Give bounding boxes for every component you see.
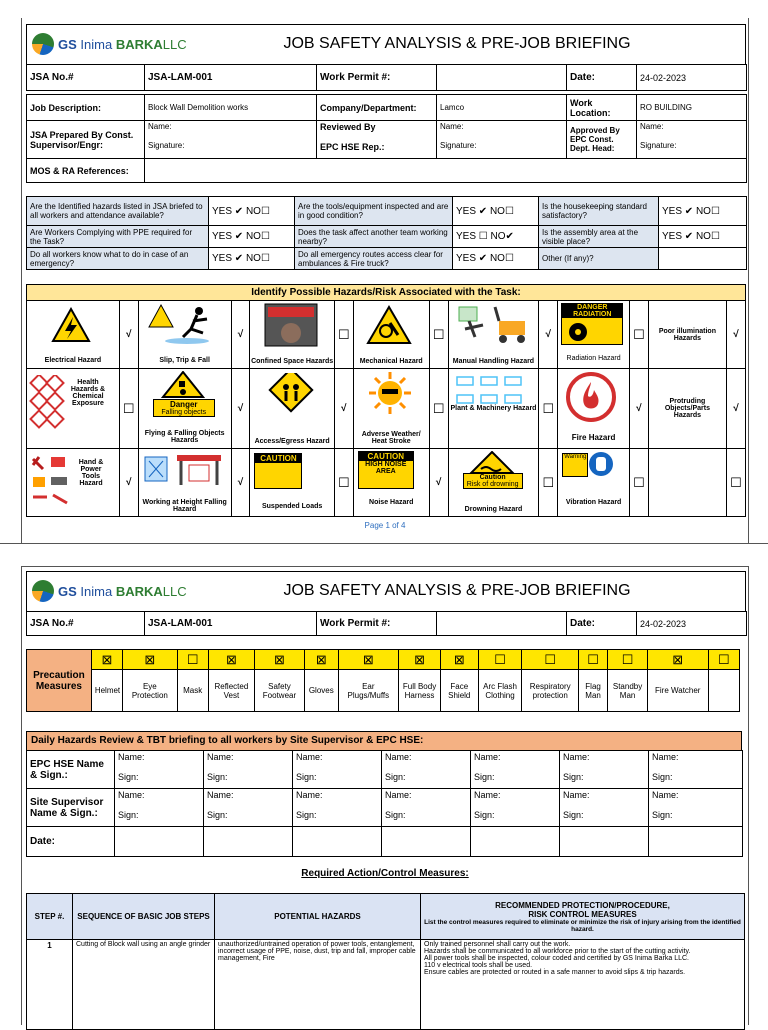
job-desc-value: Block Wall Demolition works <box>145 95 317 121</box>
company-value: Lamco <box>437 95 567 121</box>
question-6: Is the assembly area at the visible place? <box>539 226 659 248</box>
hazard-grid <box>26 300 746 517</box>
precaution-mask-mark[interactable]: ☐ <box>177 650 208 670</box>
col-hazards: POTENTIAL HAZARDS <box>215 894 421 940</box>
hazard-weather-mark[interactable]: ☐ <box>429 369 448 449</box>
hazard-confined-mark[interactable]: ☐ <box>334 301 353 369</box>
gloves-mandatory-icon <box>588 451 614 477</box>
reviewed-signature-label: Signature: <box>440 141 477 150</box>
daily-review-table: EPC HSE Name & Sign.: Name: Sign: Name: Sign: Name: Sign: Name: Sign: Name: Sign: Name: Sign: Name: Sign: Site Supervisor Name & Sign.: Name: Sign: Name: Sign: Name: Sign: Name: Sign: Name: Sign: Name: Sign: Name: Sign: Date: <box>26 750 743 857</box>
question-7: Do all workers know what to do in case of an emergency? <box>27 248 209 270</box>
precaution-flagman-mark[interactable]: ☐ <box>578 650 607 670</box>
question-3: Is the housekeeping standard satisfactory? <box>539 197 659 226</box>
hazard-electrical-mark[interactable]: √ <box>119 301 138 369</box>
permit-label: Work Permit #: <box>317 65 437 91</box>
approved-label: Approved By EPC Const. Dept. Head: <box>567 121 637 159</box>
hazard-plant: Plant & Machinery Hazard <box>448 369 539 449</box>
checklist-table <box>26 196 747 270</box>
permit-label-2: Work Permit #: <box>317 612 437 636</box>
precaution-other <box>708 670 739 712</box>
answer-7[interactable]: YES ✔ NO☐ <box>209 248 295 270</box>
hazard-drowning-mark[interactable]: ☐ <box>539 449 558 517</box>
caution-crane-icon: CAUTION <box>254 453 302 489</box>
precaution-gloves-mark[interactable]: ⊠ <box>305 650 338 670</box>
access-egress-icon <box>268 373 314 417</box>
company-label: Company/Department: <box>317 95 437 121</box>
hazard-mechanical-mark[interactable]: ☐ <box>429 301 448 369</box>
hazard-health-mark[interactable]: ☐ <box>119 369 138 449</box>
jsa-no-value-2: JSA-LAM-001 <box>145 612 317 636</box>
control-measures-table <box>26 893 745 1030</box>
date-label: Date: <box>567 65 637 91</box>
job-desc-label: Job Description: <box>27 95 145 121</box>
hazard-mechanical: Mechanical Hazard <box>353 301 429 369</box>
jsa-no-label: JSA No.# <box>27 65 145 91</box>
question-5: Does the task affect another team working nearby? <box>295 226 453 248</box>
electrical-hazard-icon <box>51 307 91 343</box>
step-number: 1 <box>27 940 73 1030</box>
reviewed-label: Reviewed By <box>320 122 376 132</box>
question-4: Are Workers Complying with PPE required for the Task? <box>27 226 209 248</box>
question-2: Are the tools/equipment inspected and are in good condition? <box>295 197 453 226</box>
hazard-tools: Hand & Power Tools Hazard <box>27 449 120 517</box>
hazard-slip-mark[interactable]: √ <box>231 301 250 369</box>
precaution-face-mark[interactable]: ⊠ <box>440 650 478 670</box>
page-2 <box>21 566 749 1025</box>
prepared-name-label: Name: <box>148 122 172 131</box>
hazard-weather: Adverse Weather/ Heat Stroke <box>353 369 429 449</box>
jsa-no-label-2: JSA No.# <box>27 612 145 636</box>
confined-space-icon <box>264 303 318 347</box>
hazard-other-mark[interactable]: ☐ <box>726 449 745 517</box>
hazard-height: Working at Height Falling Hazard <box>138 449 231 517</box>
date-value: 24-02-2023 <box>637 65 747 91</box>
hazard-section-header: Identify Possible Hazards/Risk Associated with the Task: <box>26 284 746 301</box>
precaution-eye: Eye Protection <box>123 670 177 712</box>
hazard-noise-mark[interactable]: √ <box>429 449 448 517</box>
site-supervisor-label: Site Supervisor Name & Sign.: <box>27 789 115 827</box>
page-gap <box>0 543 768 567</box>
precaution-flagman: Flag Man <box>578 670 607 712</box>
power-tools-icon <box>29 453 73 509</box>
precaution-footwear-mark[interactable]: ⊠ <box>254 650 304 670</box>
mos-value <box>145 159 747 183</box>
logo-icon <box>32 580 54 602</box>
hazard-radiation: DANGER RADIATION Radiation Hazard <box>558 301 630 369</box>
precaution-ear: Ear Plugs/Muffs <box>338 670 399 712</box>
precaution-ear-mark[interactable]: ⊠ <box>338 650 399 670</box>
question-1: Are the Identified hazards listed in JSA briefed to all workers and attendance available? <box>27 197 209 226</box>
document-title: JOB SAFETY ANALYSIS & PRE-JOB BRIEFING <box>283 35 631 52</box>
hazard-suspended: CAUTION Suspended Loads <box>250 449 334 517</box>
hazard-poor-illumination-mark[interactable]: √ <box>726 301 745 369</box>
document-title-2: JOB SAFETY ANALYSIS & PRE-JOB BRIEFING <box>283 582 631 599</box>
answer-2[interactable]: YES ✔ NO☐ <box>453 197 539 226</box>
location-value: RO BUILDING <box>637 95 747 121</box>
precaution-vest-mark[interactable]: ⊠ <box>208 650 254 670</box>
hazard-tools-mark[interactable]: √ <box>119 449 138 517</box>
fire-icon <box>566 372 616 422</box>
precaution-label: Precaution Measures <box>27 650 92 712</box>
hazard-poor-illumination: Poor illumination Hazards <box>648 301 726 369</box>
precaution-firewatch-mark[interactable]: ⊠ <box>647 650 708 670</box>
page-1 <box>21 18 749 543</box>
precaution-harness-mark[interactable]: ⊠ <box>399 650 441 670</box>
precaution-mask: Mask <box>177 670 208 712</box>
review-date-label: Date: <box>27 827 115 857</box>
hazard-access-mark[interactable]: √ <box>334 369 353 449</box>
job-info-table <box>26 94 747 183</box>
step-measures: Only trained personnel shall carry out the work. Hazards shall be communicated to all workforce prior to the start of the cutting activity. All power tools shall be inspected, colour coded and certified by GS Inima Barka LLC. 110 v electrical tools shall be used. Ensure cables are protected or routed in a safe manner to avoid slips & trip hazards. <box>421 940 745 1030</box>
daily-review-header: Daily Hazards Review & TBT briefing to all workers by Site Supervisor & EPC HSE: <box>26 731 742 751</box>
required-action-title: Required Action/Control Measures: <box>301 868 469 879</box>
falling-objects-icon <box>161 371 205 399</box>
reviewed-name-label: Name: <box>440 122 464 131</box>
danger-sign: Danger Falling objects <box>153 399 215 417</box>
sun-icon <box>368 371 412 415</box>
jsa-info-table <box>26 64 747 91</box>
hazard-slip: Slip, Trip & Fall <box>138 301 231 369</box>
answer-9[interactable] <box>659 248 747 270</box>
answer-4[interactable]: YES ✔ NO☐ <box>209 226 295 248</box>
hazard-protruding: Protruding Objects/Parts Hazards <box>648 369 726 449</box>
precaution-table <box>26 649 740 712</box>
precaution-other-mark[interactable]: ☐ <box>708 650 739 670</box>
logo-icon <box>32 33 54 55</box>
precaution-harness: Full Body Harness <box>399 670 441 712</box>
question-8: Do all emergency routes access clear for ambulances & Fire truck? <box>295 248 453 270</box>
precaution-firewatch: Fire Watcher <box>647 670 708 712</box>
plant-machinery-icon <box>455 373 531 409</box>
hazard-fire-mark[interactable]: √ <box>629 369 648 449</box>
hazard-drowning: Caution Risk of drowning Drowning Hazard <box>448 449 539 517</box>
mos-label: MOS & RA References: <box>27 159 145 183</box>
col-step: STEP #. <box>27 894 73 940</box>
precaution-footwear: Safety Footwear <box>254 670 304 712</box>
company-logo-2: GS Inima BARKALLC <box>30 578 158 608</box>
precaution-gloves: Gloves <box>305 670 338 712</box>
answer-8[interactable]: YES ✔ NO☐ <box>453 248 539 270</box>
hazard-vibration: Warning Vibration Hazard <box>558 449 630 517</box>
hazard-fire: Fire Hazard <box>558 369 630 449</box>
precaution-standby-mark[interactable]: ☐ <box>608 650 648 670</box>
date-value-2: 24-02-2023 <box>637 612 747 636</box>
hazard-suspended-mark[interactable]: ☐ <box>334 449 353 517</box>
jsa-no-value: JSA-LAM-001 <box>145 65 317 91</box>
permit-value <box>437 65 567 91</box>
location-label: Work Location: <box>567 95 637 121</box>
answer-6[interactable]: YES ✔ NO☐ <box>659 226 747 248</box>
page-header-2 <box>26 571 746 612</box>
question-9: Other (If any)? <box>539 248 659 270</box>
hazard-radiation-mark[interactable]: ☐ <box>629 301 648 369</box>
page-header <box>26 24 746 65</box>
epc-hse-label: EPC HSE Name & Sign.: <box>27 751 115 789</box>
hazard-height-mark[interactable]: √ <box>231 449 250 517</box>
hazard-plant-mark[interactable]: ☐ <box>539 369 558 449</box>
precaution-arc: Arc Flash Clothing <box>478 670 522 712</box>
col-measures: RECOMMENDED PROTECTION/PROCEDURE, RISK CONTROL MEASURES List the control measures required to eliminate or minimize the risk of injury arising from the identified hazard. <box>421 894 745 940</box>
hazard-flying: Danger Falling objects Flying & Falling Objects Hazards <box>138 369 231 449</box>
hazard-health: Health Hazards & Chemical Exposure <box>27 369 120 449</box>
precaution-helmet-mark[interactable]: ⊠ <box>91 650 122 670</box>
radiation-icon: DANGER RADIATION <box>561 303 623 345</box>
answer-1[interactable]: YES ✔ NO☐ <box>209 197 295 226</box>
precaution-standby: Standby Man <box>608 670 648 712</box>
hazard-manual: Manual Handling Hazard <box>448 301 539 369</box>
noise-sign-icon: CAUTION HIGH NOISE AREA <box>358 451 414 489</box>
answer-3[interactable]: YES ✔ NO☐ <box>659 197 747 226</box>
step-sequence: Cutting of Block wall using an angle grinder <box>73 940 215 1030</box>
hazard-vibration-mark[interactable]: ☐ <box>629 449 648 517</box>
prepared-signature-label: Signature: <box>148 141 185 150</box>
precaution-arc-mark[interactable]: ☐ <box>478 650 522 670</box>
precaution-vest: Reflected Vest <box>208 670 254 712</box>
hazard-flying-mark[interactable]: √ <box>231 369 250 449</box>
vibration-warning-icon: Warning <box>562 453 588 477</box>
hazard-electrical: Electrical Hazard <box>27 301 120 369</box>
prepared-label: JSA Prepared By Const. Supervisor/Engr: <box>27 121 145 159</box>
hazard-access: Access/Egress Hazard <box>250 369 334 449</box>
precaution-respiratory-mark[interactable]: ☐ <box>522 650 578 670</box>
approved-name-label: Name: <box>640 122 664 131</box>
working-at-height-icon <box>141 451 223 487</box>
page-footer: Page 1 of 4 <box>364 521 406 530</box>
manual-handling-icon <box>455 303 531 345</box>
hazard-other <box>648 449 726 517</box>
precaution-respiratory: Respiratory protection <box>522 670 578 712</box>
mechanical-hazard-icon <box>366 305 412 345</box>
answer-5[interactable]: YES ☐ NO✔ <box>453 226 539 248</box>
jsa-info-table-2 <box>26 611 747 636</box>
precaution-helmet: Helmet <box>91 670 122 712</box>
precaution-eye-mark[interactable]: ⊠ <box>123 650 177 670</box>
hazard-noise: CAUTION HIGH NOISE AREA Noise Hazard <box>353 449 429 517</box>
slip-trip-fall-icon <box>147 303 219 345</box>
approved-signature-label: Signature: <box>640 141 677 150</box>
precaution-face: Face Shield <box>440 670 478 712</box>
col-sequence: SEQUENCE OF BASIC JOB STEPS <box>73 894 215 940</box>
hazard-protruding-mark[interactable]: √ <box>726 369 745 449</box>
chemical-hazard-icon <box>29 375 65 441</box>
company-logo: GS Inima BARKALLC <box>30 31 158 61</box>
date-label-2: Date: <box>567 612 637 636</box>
permit-value-2 <box>437 612 567 636</box>
hazard-confined: Confined Space Hazards <box>250 301 334 369</box>
reviewed-rep-label: EPC HSE Rep.: <box>320 142 385 152</box>
drowning-icon <box>469 451 515 475</box>
hazard-manual-mark[interactable]: √ <box>539 301 558 369</box>
step-hazards: unauthorized/untrained operation of power tools, entanglement, incorrect usage of PPE, noise, dust, trip and fall, improper cable management, Fire <box>215 940 421 1030</box>
